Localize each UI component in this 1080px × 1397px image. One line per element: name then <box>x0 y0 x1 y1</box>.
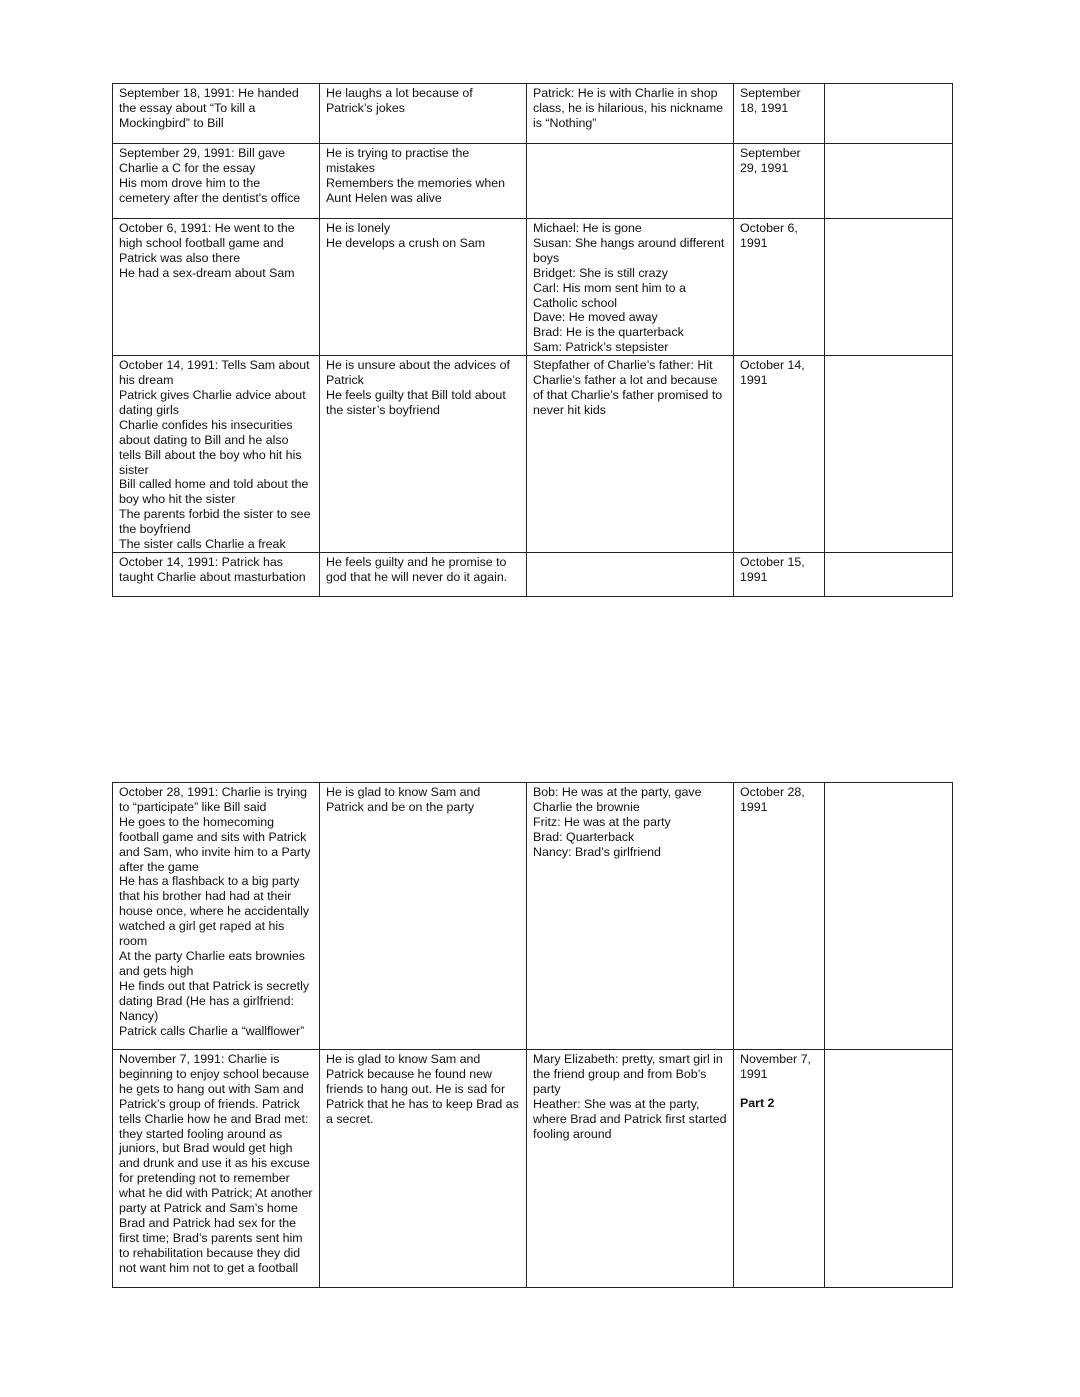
table-row <box>113 1050 953 1288</box>
extra-cell <box>825 783 953 1050</box>
characters-cell: Stepfather of Charlie’s father: Hit Charlie’s father a lot and because of that Charlie’s father promised to never hit kids <box>527 356 734 553</box>
table-row <box>113 219 953 356</box>
events-cell: October 28, 1991: Charlie is trying to “participate” like Bill said He goes to the homecoming football game and sits with Patrick and Sam, who invite him to a Party after the game He has a flashback to a big party that his brother had had at their house once, where he accidentally watched a girl get raped at his room At the party Charlie eats brownies and gets high He finds out that Patrick is secretly dating Brad (He has a girlfriend: Nancy) Patrick calls Charlie a “wallflower” <box>113 783 320 1050</box>
feelings-cell: He is unsure about the advices of Patrick He feels guilty that Bill told about the sister’s boyfriend <box>320 356 527 553</box>
table-row <box>113 144 953 219</box>
date-cell: October 28, 1991 <box>734 783 825 1050</box>
characters-cell: Bob: He was at the party, gave Charlie the brownie Fritz: He was at the party Brad: Quarterback Nancy: Brad’s girlfriend <box>527 783 734 1050</box>
feelings-cell: He is glad to know Sam and Patrick and be on the party <box>320 783 527 1050</box>
table-row <box>113 552 953 596</box>
characters-cell <box>527 552 734 596</box>
table-row <box>113 84 953 144</box>
events-cell: September 29, 1991: Bill gave Charlie a C for the essay His mom drove him to the cemetery after the dentist's office <box>113 144 320 219</box>
characters-cell: Mary Elizabeth: pretty, smart girl in the friend group and from Bob’s party Heather: She was at the party, where Brad and Patrick first started fooling around <box>527 1050 734 1288</box>
date-cell: October 14, 1991 <box>734 356 825 553</box>
table-row <box>113 356 953 553</box>
extra-cell <box>825 84 953 144</box>
extra-cell <box>825 219 953 356</box>
extra-cell <box>825 1050 953 1288</box>
journal-table-top <box>112 83 953 597</box>
events-cell: September 18, 1991: He handed the essay about “To kill a Mockingbird” to Bill <box>113 84 320 144</box>
characters-cell <box>527 144 734 219</box>
journal-table-bottom <box>112 782 953 1288</box>
extra-cell <box>825 552 953 596</box>
date-cell: November 7, 1991 Part 2 <box>734 1050 825 1288</box>
characters-cell: Michael: He is gone Susan: She hangs around different boys Bridget: She is still crazy Carl: His mom sent him to a Catholic school Dave: He moved away Brad: He is the quarterback Sam: Patrick’s stepsister <box>527 219 734 356</box>
extra-cell <box>825 356 953 553</box>
date-cell: September 29, 1991 <box>734 144 825 219</box>
feelings-cell: He is trying to practise the mistakes Remembers the memories when Aunt Helen was alive <box>320 144 527 219</box>
table-row <box>113 783 953 1050</box>
events-cell: November 7, 1991: Charlie is beginning to enjoy school because he gets to hang out with Sam and Patrick’s group of friends. Patrick tells Charlie how he and Brad met: they started fooling around as juniors, but Brad would get high and drunk and use it as his excuse for pretending not to remember what he did with Patrick; At another party at Patrick and Sam’s home Brad and Patrick had sex for the first time; Brad’s parents sent him to rehabilitation because they did not want him not to get a football <box>113 1050 320 1288</box>
date-cell: September 18, 1991 <box>734 84 825 144</box>
extra-cell <box>825 144 953 219</box>
feelings-cell: He feels guilty and he promise to god that he will never do it again. <box>320 552 527 596</box>
date-cell: October 15, 1991 <box>734 552 825 596</box>
events-cell: October 6, 1991: He went to the high school football game and Patrick was also there He had a sex-dream about Sam <box>113 219 320 356</box>
feelings-cell: He is lonely He develops a crush on Sam <box>320 219 527 356</box>
feelings-cell: He is glad to know Sam and Patrick because he found new friends to hang out. He is sad for Patrick that he has to keep Brad as a secret. <box>320 1050 527 1288</box>
events-cell: October 14, 1991: Patrick has taught Charlie about masturbation <box>113 552 320 596</box>
feelings-cell: He laughs a lot because of Patrick’s jokes <box>320 84 527 144</box>
characters-cell: Patrick: He is with Charlie in shop class, he is hilarious, his nickname is “Nothing” <box>527 84 734 144</box>
events-cell: October 14, 1991: Tells Sam about his dream Patrick gives Charlie advice about dating girls Charlie confides his insecurities about dating to Bill and he also tells Bill about the boy who hit his sister Bill called home and told about the boy who hit the sister The parents forbid the sister to see the boyfriend The sister calls Charlie a freak <box>113 356 320 553</box>
part-label: Part 2 <box>740 1095 775 1110</box>
date-cell: October 6, 1991 <box>734 219 825 356</box>
